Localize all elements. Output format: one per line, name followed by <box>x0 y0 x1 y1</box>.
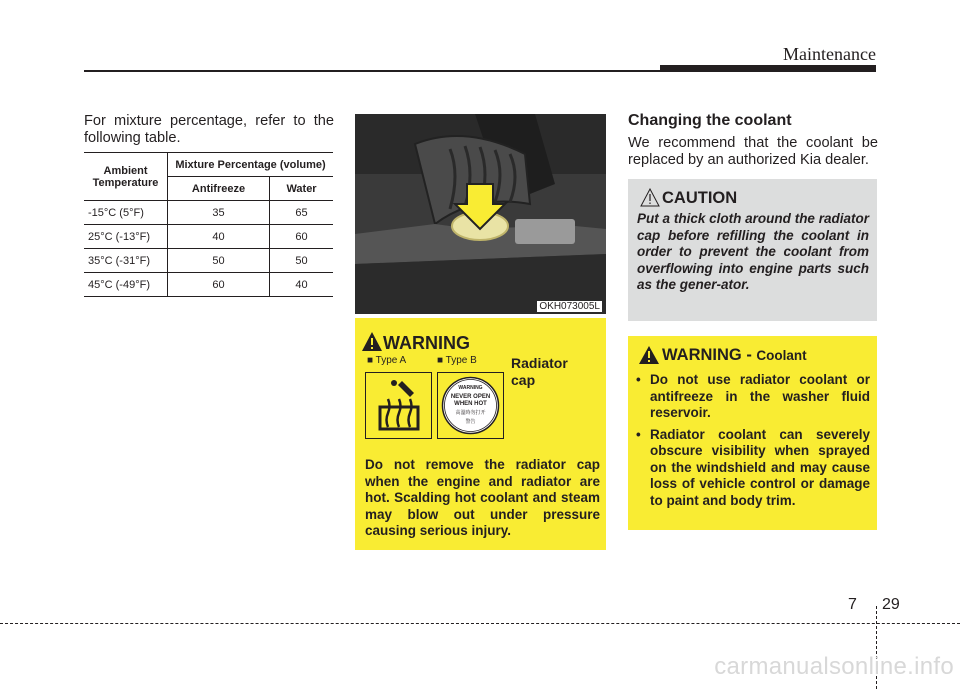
temp-cell: 25°C (-13°F) <box>84 225 168 249</box>
caution-triangle-icon <box>640 188 660 208</box>
antifreeze-cell: 40 <box>168 225 270 249</box>
engine-photo <box>355 114 606 314</box>
page-number: 29 <box>882 596 900 613</box>
warning-title: WARNING <box>383 333 470 353</box>
antifreeze-cell: 35 <box>168 201 270 225</box>
water-cell: 60 <box>270 225 333 249</box>
hot-coolant-icon <box>366 373 431 438</box>
type-b-label: ■ Type B <box>437 355 477 366</box>
engine-illustration <box>355 114 606 314</box>
temp-cell: -15°C (5°F) <box>84 201 168 225</box>
warning-coolant-title <box>662 346 807 365</box>
water-cell: 40 <box>270 273 333 297</box>
watermark: carmanualsonline.info <box>714 653 954 680</box>
temp-cell: 45°C (-49°F) <box>84 273 168 297</box>
water-cell: 50 <box>270 249 333 273</box>
radiator-cap-label <box>511 355 568 389</box>
warning-triangle-icon <box>361 331 383 353</box>
list-item: • Radiator coolant can severely obscure visibility when sprayed on the windshield and may cause loss of vehicle control or damage to paint and body trim. <box>636 427 870 510</box>
warning-coolant-list <box>636 372 870 514</box>
sticker-line1: NEVER OPEN <box>450 394 491 400</box>
sticker-banner: WARNING <box>458 385 483 391</box>
sticker-line2: WHEN HOT <box>454 401 487 407</box>
antifreeze-cell: 60 <box>168 273 270 297</box>
section-title: Maintenance <box>783 44 876 64</box>
antifreeze-cell: 50 <box>168 249 270 273</box>
photo-label: OKH073005L <box>539 301 600 312</box>
type-b-icon-box <box>437 372 504 439</box>
footer-rule <box>0 623 960 624</box>
table-row <box>84 273 333 297</box>
header-antifreeze: Antifreeze <box>168 177 270 201</box>
warning-coolant-subtitle: Coolant <box>756 348 807 363</box>
header-mixture: Mixture Percentage (volume) <box>168 153 334 177</box>
radiator-cap-line1: Radiator <box>511 355 568 371</box>
table-row <box>84 249 333 273</box>
sticker-line3: 高溫時勿打开 <box>455 410 486 416</box>
changing-coolant-title: Changing the coolant <box>628 112 792 129</box>
mixture-table <box>84 152 333 297</box>
sticker-line4: 警告 <box>465 419 476 425</box>
warning-coolant-box <box>628 336 877 530</box>
caution-box <box>628 179 877 321</box>
warning-text: Do not remove the radiator cap when the engine and radiator are hot. Scalding hot coolant and steam may blow out under pressure causing serious injury. <box>365 457 600 538</box>
header-ambient: Ambient Temperature <box>84 153 168 201</box>
radiator-cap-line2: cap <box>511 372 536 388</box>
header-water: Water <box>270 177 333 201</box>
changing-coolant-text: We recommend that the coolant be replaced by an authorized Kia dealer. <box>628 135 878 168</box>
list-item: • Do not use radiator coolant or antifreeze in the washer fluid reservoir. <box>636 372 870 422</box>
warning-box <box>355 318 606 550</box>
warning-triangle-icon <box>638 345 660 365</box>
header-bar <box>660 65 876 72</box>
water-cell: 65 <box>270 201 333 225</box>
table-row <box>84 225 333 249</box>
intro-text: For mixture percentage, refer to the following table. <box>84 113 334 146</box>
section-number: 7 <box>848 596 857 613</box>
table-row <box>84 201 333 225</box>
caution-text: Put a thick cloth around the radiator cap before refilling the coolant in order to prevent the coolant from overflowing into engine parts such as the gener-ator. <box>637 211 869 292</box>
type-a-icon-box <box>365 372 432 439</box>
temp-cell: 35°C (-31°F) <box>84 249 168 273</box>
warning-coolant-title-main: WARNING - <box>662 346 752 364</box>
caution-title: CAUTION <box>662 189 738 207</box>
type-a-label: ■ Type A <box>367 355 407 366</box>
